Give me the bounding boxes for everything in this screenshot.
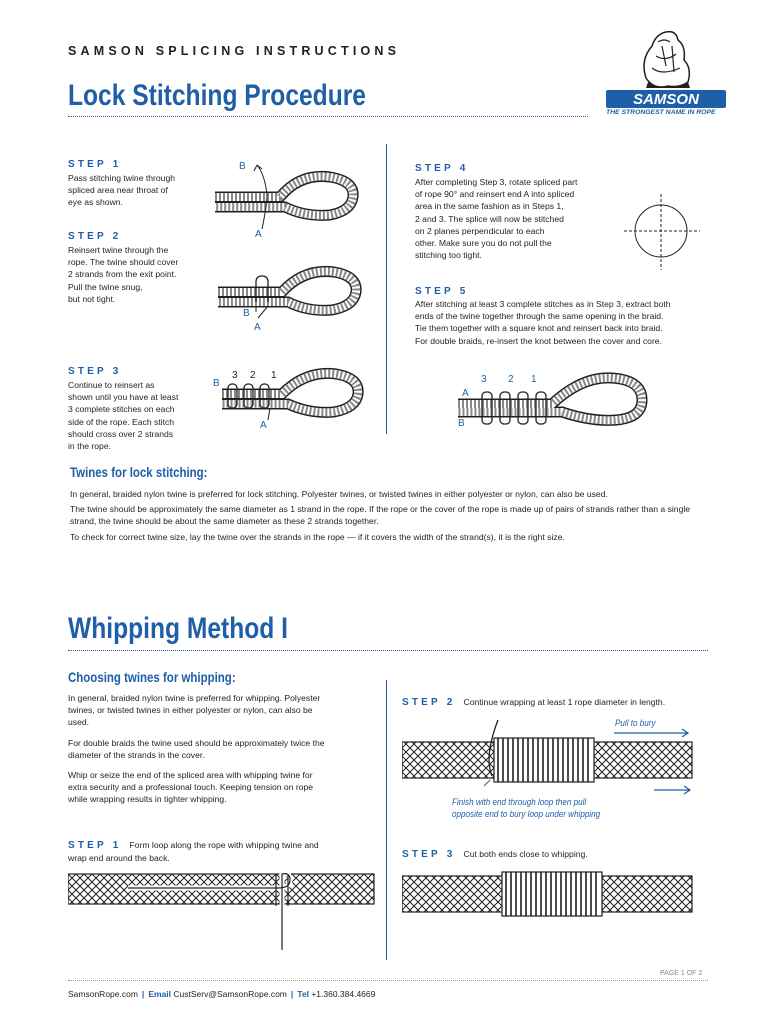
stitch-2-label: 2 — [508, 374, 514, 385]
whip-step-1 — [68, 839, 338, 864]
stitch-3-label: 3 — [232, 370, 238, 381]
logo-wordmark: SAMSON — [633, 91, 699, 108]
footer-contact: SamsonRope.com | Email CustServ@SamsonRope.com | Tel +1.360.384.4669 — [68, 989, 376, 999]
choosing-body — [68, 692, 326, 806]
step-1-diagram — [205, 155, 365, 245]
pull-label: Pull to bury — [615, 718, 656, 728]
choosing-para: Whip or seize the end of the spliced area with whipping twine for extra security and a professional touch. Keeping tension on rope while wrapping results in tighter whipping. — [68, 770, 314, 805]
finish-caption: Finish with end through loop then pull opposite end to bury loop under whipping — [452, 797, 601, 819]
step-1-text: Pass stitching twine through spliced area near throat of eye as shown. — [68, 173, 176, 208]
title-divider — [68, 650, 708, 651]
label-a: A — [260, 420, 267, 431]
choosing-heading: Choosing twines for whipping: — [68, 670, 236, 685]
label-a: A — [254, 322, 261, 333]
whip-step-3-diagram — [402, 870, 698, 920]
whip-step-2-text: Continue wrapping at least 1 rope diameter in length. — [463, 697, 666, 707]
whip-step-1-text: Form loop along the rope with whipping twine and wrap end around the back. — [68, 840, 319, 864]
header-kicker: SAMSON SPLICING INSTRUCTIONS — [68, 44, 401, 58]
column-divider — [386, 680, 387, 960]
footer-email-link[interactable]: CustServ@SamsonRope.com — [173, 989, 287, 999]
footer-tel-label: Tel — [297, 989, 309, 999]
step-1-label: STEP 1 — [68, 159, 122, 170]
label-b: B — [239, 161, 246, 172]
twines-para: To check for correct twine size, lay the twine over the strands in the rope — if it covers the width of the strand(s), it is the right size. — [70, 531, 565, 542]
twines-body — [70, 488, 710, 543]
choosing-para: For double braids the twine used should be approximately twice the diameter of the strands in the cover. — [68, 737, 325, 760]
step-2-label: STEP 2 — [68, 231, 122, 242]
footer-site-link[interactable]: SamsonRope.com — [68, 989, 138, 999]
twines-heading: Twines for lock stitching: — [70, 465, 208, 480]
stitch-1-label: 1 — [531, 374, 537, 385]
whip-step-2-diagram — [402, 716, 698, 796]
whip-step-2-label: STEP 2 — [402, 697, 456, 708]
step-4-text: After completing Step 3, rotate spliced part of rope 90° and reinsert end A into spliced area in the same fashion as in Steps 1, 2 and 3. The splice will now be stitched on 2 planes perpendicular to each other. Make sure you do not pull the stitching too tight. — [415, 177, 578, 261]
step-4-label: STEP 4 — [415, 163, 469, 174]
step-3-diagram — [210, 366, 368, 436]
step-5-label: STEP 5 — [415, 286, 469, 297]
label-b: B — [243, 308, 250, 319]
samson-logo — [606, 16, 726, 120]
whip-step-1-diagram — [68, 866, 378, 956]
label-b: B — [213, 378, 220, 389]
stitch-1-label: 1 — [271, 370, 277, 381]
step-4-cross-section — [622, 192, 702, 272]
choosing-para: In general, braided nylon twine is preferred for whipping. Polyester twines, or twisted twines in either polyester or nylon, can also be used. — [68, 693, 321, 728]
whip-step-3-text: Cut both ends close to whipping. — [463, 849, 588, 859]
label-a: A — [255, 229, 262, 240]
title-divider — [68, 116, 588, 117]
step-3-label: STEP 3 — [68, 366, 122, 377]
footer-rule — [68, 980, 708, 981]
stitch-3-label: 3 — [481, 374, 487, 385]
label-a: A — [462, 388, 469, 399]
whip-step-2 — [402, 696, 722, 709]
samson-figure-icon — [606, 16, 726, 120]
page-number: PAGE 1 OF 2 — [660, 970, 703, 977]
step-3-text: Continue to reinsert as shown until you have at least 3 complete stitches on each side of the rope. Each stitch should cross over 2 strands in the rope. — [68, 380, 179, 452]
step-5-text: After stitching at least 3 complete stitches as in Step 3, extract both ends of the twine together through the same opening in the braid. Tie them together with a square knot and reinsert back into braid. For double braids, re-insert the knot between the cover and core. — [415, 299, 671, 346]
whip-step-3 — [402, 848, 722, 861]
whip-step-1-label: STEP 1 — [68, 840, 122, 851]
step-2-diagram — [212, 258, 367, 338]
stitch-2-label: 2 — [250, 370, 256, 381]
step-5-diagram — [452, 366, 657, 436]
tagline: THE STRONGEST NAME IN ROPE — [606, 109, 716, 116]
footer-email-label: Email — [148, 989, 171, 999]
lock-title: Lock Stitching Procedure — [68, 79, 366, 112]
column-divider — [386, 144, 387, 434]
whip-title: Whipping Method I — [68, 612, 288, 645]
twines-para: In general, braided nylon twine is preferred for lock stitching. Polyester twines, or twisted twines in either polyester or nylon, can also be used. — [70, 489, 608, 499]
step-2-text: Reinsert twine through the rope. The twine should cover 2 strands from the exit point. Pull the twine snug, but not tight. — [68, 245, 179, 304]
footer-tel: +1.360.384.4669 — [311, 989, 376, 999]
twines-para: The twine should be approximately the same diameter as 1 strand in the rope. If the rope or the cover of the rope is made up of pairs of strands rather than a single strand, the twine should be about the same diameter as these 2 strands together. — [70, 504, 691, 527]
label-b: B — [458, 418, 465, 429]
whip-step-3-label: STEP 3 — [402, 849, 456, 860]
